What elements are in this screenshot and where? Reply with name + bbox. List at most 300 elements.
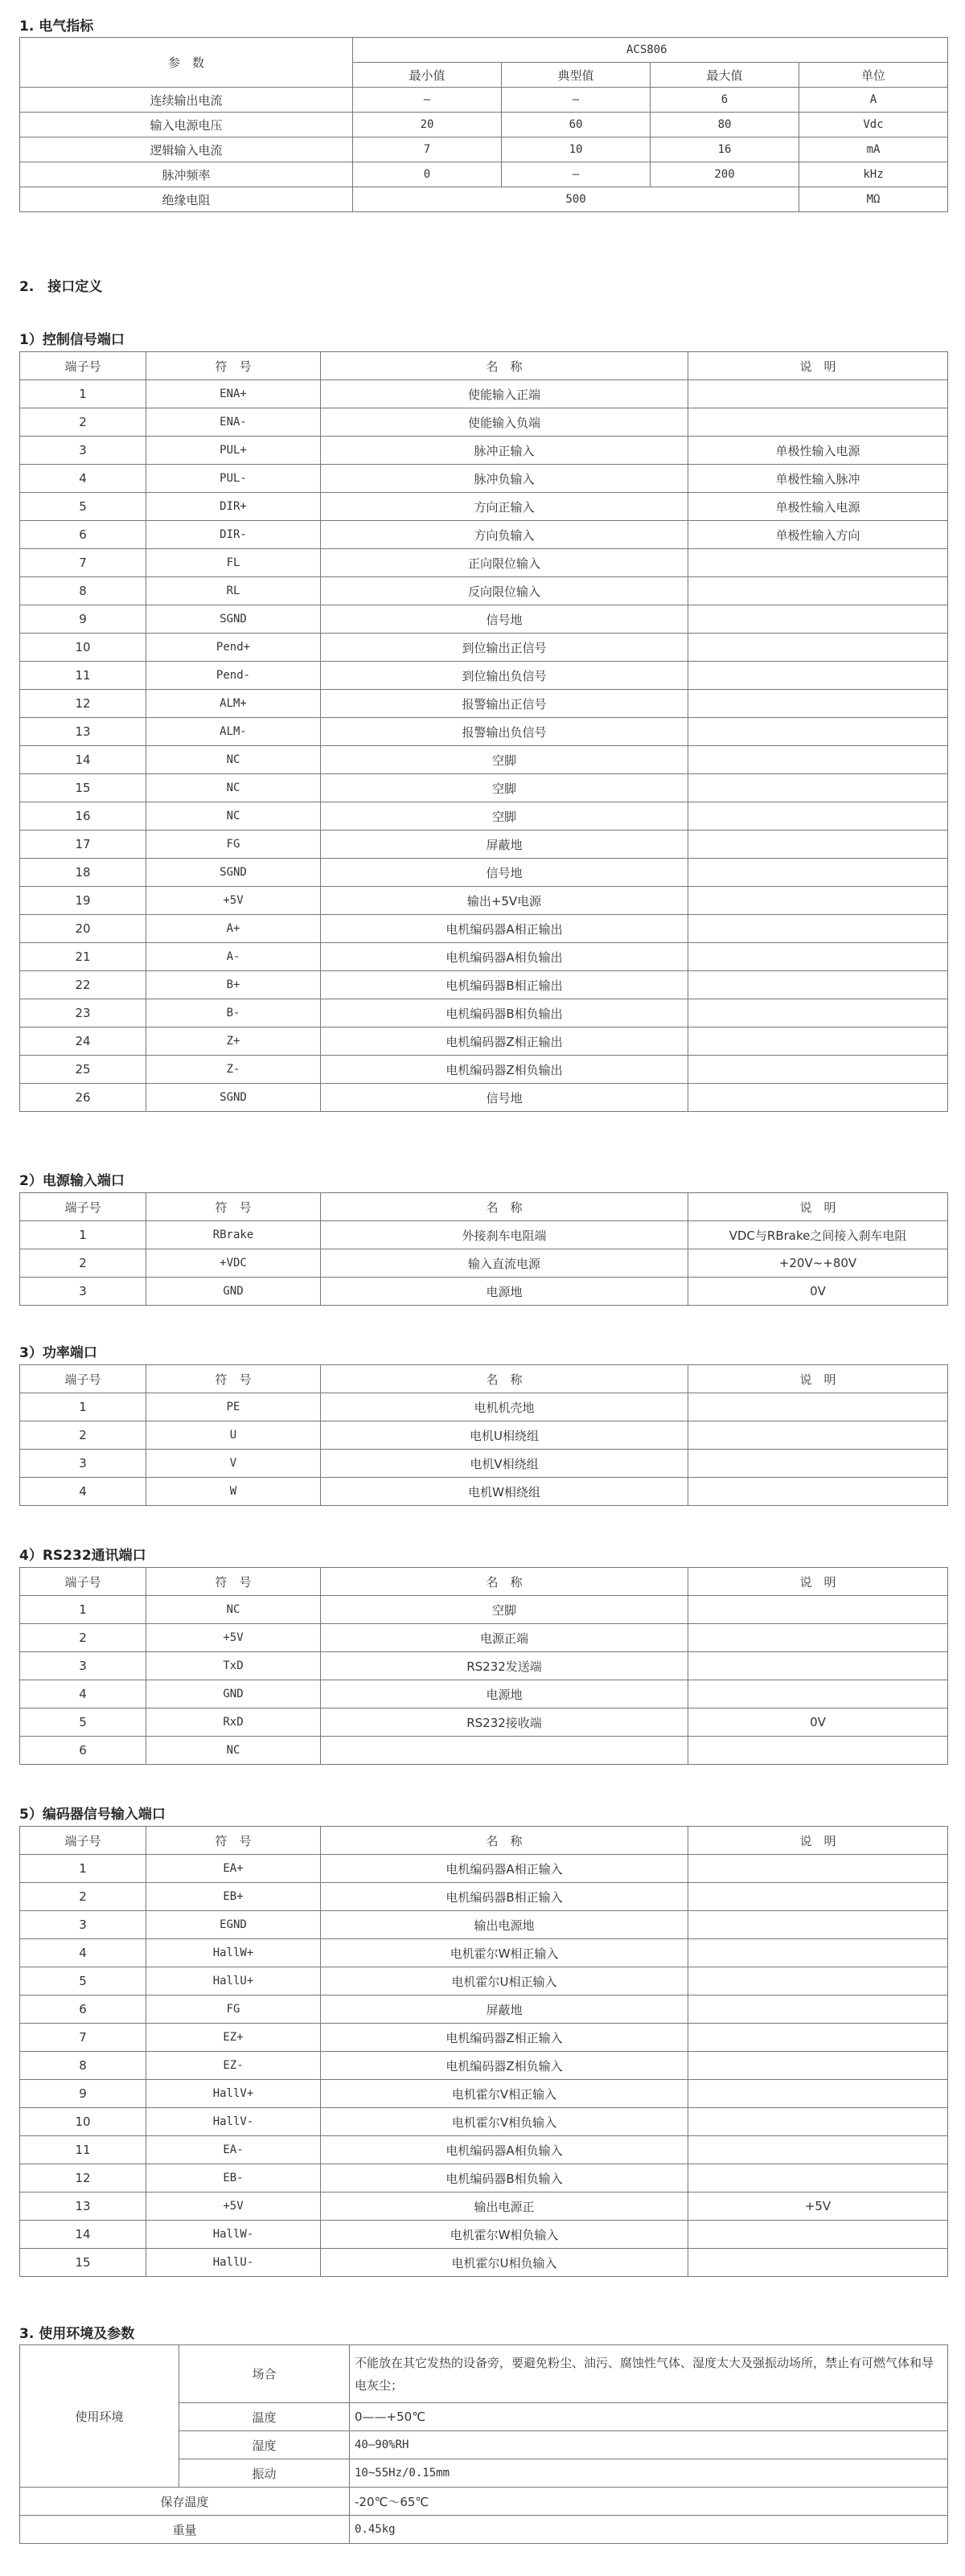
cell-symbol: SGND [146,1084,321,1112]
cell-name: 屏蔽地 [321,831,688,859]
cell-name: 输入直流电源 [321,1249,688,1278]
table-row [20,1056,948,1084]
cell-desc [688,1996,948,2024]
table-row [20,1624,948,1652]
table-row [20,1855,948,1883]
cell-name: 电源正端 [321,1624,688,1652]
weight-row: 重量 0.45kg [20,2516,948,2544]
table-row [20,1028,948,1056]
header-symbol: 符 号 [146,1827,321,1855]
electrical-cell-unit: A [799,88,948,113]
cell-desc [688,2164,948,2192]
cell-symbol: DIR+ [146,493,321,521]
cell-name: 电机霍尔U相正输入 [321,1967,688,1996]
table-header-row [20,1365,948,1393]
cell-desc [688,2249,948,2277]
env-row: 温度 0——+50℃ [20,2403,948,2431]
cell-symbol: EZ+ [146,2024,321,2052]
cell-symbol: NC [146,802,321,831]
table-row [20,1450,948,1478]
cell-desc [688,1680,948,1708]
header-desc: 说 明 [688,1365,948,1393]
cell-desc [688,1911,948,1939]
cell-name: 电机霍尔V相正输入 [321,2080,688,2108]
cell-desc: 单极性输入方向 [688,521,948,549]
table-row [20,887,948,915]
cell-pin: 14 [20,746,146,774]
cell-desc [688,999,948,1028]
electrical-cell-name: 输入电源电压 [20,113,353,137]
cell-symbol: Pend+ [146,634,321,662]
cell-desc [688,2136,948,2164]
cell-name: 反向限位输入 [321,577,688,605]
cell-desc [688,408,948,437]
electrical-row [20,113,948,137]
cell-name: 电机编码器B相正输入 [321,1883,688,1911]
header-symbol: 符 号 [146,1365,321,1393]
cell-desc [688,2080,948,2108]
cell-pin: 13 [20,2192,146,2221]
cell-pin: 7 [20,2024,146,2052]
cell-name: 电机霍尔V相负输入 [321,2108,688,2136]
env-group-label: 使用环境 [20,2345,179,2488]
cell-desc [688,1596,948,1624]
cell-pin: 25 [20,1056,146,1084]
cell-name: 电机编码器Z相负输出 [321,1056,688,1084]
cell-pin: 21 [20,943,146,971]
table-row [20,1911,948,1939]
table-row [20,718,948,746]
power-input-port-title: 2）电源输入端口 [19,1173,125,1189]
col-max: 最大值 [651,63,799,88]
table-row [20,2024,948,2052]
power-port-title: 3）功率端口 [19,1345,97,1361]
cell-desc [688,1652,948,1680]
table-header-row [20,1827,948,1855]
cell-pin: 6 [20,1996,146,2024]
electrical-cell-unit: kHz [799,162,948,187]
cell-symbol: B- [146,999,321,1028]
env-row: 湿度 40—90%RH [20,2431,948,2459]
cell-symbol: NC [146,1737,321,1765]
table-row [20,549,948,577]
cell-symbol: DIR- [146,521,321,549]
cell-desc [688,2221,948,2249]
cell-pin: 1 [20,1393,146,1421]
cell-desc: 0V [688,1278,948,1306]
table-row [20,1996,948,2024]
cell-symbol: A+ [146,915,321,943]
cell-pin: 4 [20,1939,146,1967]
table-row [20,1478,948,1506]
cell-symbol: GND [146,1680,321,1708]
electrical-cell-name: 逻辑输入电流 [20,137,353,162]
cell-desc [688,718,948,746]
table-row [20,1278,948,1306]
cell-symbol: Pend- [146,662,321,690]
cell-desc [688,1084,948,1112]
electrical-cell-min: 0 [353,162,502,187]
cell-symbol: FG [146,831,321,859]
cell-name: 屏蔽地 [321,1996,688,2024]
cell-pin: 9 [20,605,146,634]
cell-symbol: U [146,1421,321,1450]
cell-name: 空脚 [321,774,688,802]
cell-symbol: HallV- [146,2108,321,2136]
cell-desc [688,1421,948,1450]
cell-symbol: HallU- [146,2249,321,2277]
cell-pin: 2 [20,1421,146,1450]
cell-desc [688,549,948,577]
cell-symbol: EZ- [146,2052,321,2080]
cell-desc [688,1855,948,1883]
cell-name: 脉冲负输入 [321,465,688,493]
electrical-cell-max: 16 [651,137,799,162]
cell-name: 信号地 [321,605,688,634]
cell-name: 方向正输入 [321,493,688,521]
cell-pin: 14 [20,2221,146,2249]
cell-pin: 1 [20,1855,146,1883]
cell-pin: 2 [20,1624,146,1652]
header-symbol: 符 号 [146,1568,321,1596]
electrical-cell-typ: 60 [502,113,651,137]
cell-name: 电机编码器Z相正输出 [321,1028,688,1056]
cell-name: 信号地 [321,1084,688,1112]
table-row [20,634,948,662]
header-name: 名 称 [321,1568,688,1596]
table-row [20,662,948,690]
header-desc: 说 明 [688,352,948,380]
section-electrical-title: 1. 电气指标 [19,18,94,35]
cell-symbol: TxD [146,1652,321,1680]
cell-desc [688,2024,948,2052]
cell-pin: 1 [20,1596,146,1624]
cell-name: 脉冲正输入 [321,437,688,465]
cell-symbol: RBrake [146,1221,321,1249]
header-desc: 说 明 [688,1568,948,1596]
cell-pin: 9 [20,2080,146,2108]
table-row [20,2136,948,2164]
power-port-table [19,1364,948,1506]
cell-name: 空脚 [321,1596,688,1624]
table-row [20,746,948,774]
cell-desc [688,1478,948,1506]
header-pin: 端子号 [20,1365,146,1393]
cell-desc [688,1393,948,1421]
cell-name: 外接刹车电阻端 [321,1221,688,1249]
cell-pin: 3 [20,437,146,465]
cell-pin: 19 [20,887,146,915]
cell-pin: 5 [20,493,146,521]
cell-pin: 2 [20,1883,146,1911]
electrical-cell-min: 7 [353,137,502,162]
cell-name: 电机霍尔W相正输入 [321,1939,688,1967]
table-row [20,1249,948,1278]
electrical-cell-unit: Vdc [799,113,948,137]
table-row [20,1596,948,1624]
cell-pin: 20 [20,915,146,943]
cell-name: 输出电源正 [321,2192,688,2221]
col-typ: 典型值 [502,63,651,88]
table-row [20,2052,948,2080]
table-row [20,915,948,943]
cell-symbol: RL [146,577,321,605]
cell-desc [688,690,948,718]
table-header-row [20,1568,948,1596]
cell-pin: 15 [20,774,146,802]
cell-symbol: EA- [146,2136,321,2164]
header-name: 名 称 [321,352,688,380]
cell-name [321,1737,688,1765]
table-row [20,1652,948,1680]
cell-desc [688,634,948,662]
cell-pin: 12 [20,2164,146,2192]
cell-pin: 7 [20,549,146,577]
header-desc: 说 明 [688,1193,948,1221]
cell-symbol: Z- [146,1056,321,1084]
cell-desc: +20V~+80V [688,1249,948,1278]
table-row [20,605,948,634]
cell-desc [688,2108,948,2136]
cell-desc [688,662,948,690]
cell-name: 电机V相绕组 [321,1450,688,1478]
cell-symbol: V [146,1450,321,1478]
table-row [20,437,948,465]
cell-symbol: NC [146,746,321,774]
cell-symbol: +5V [146,2192,321,2221]
col-min: 最小值 [353,63,502,88]
cell-pin: 11 [20,2136,146,2164]
cell-pin: 26 [20,1084,146,1112]
cell-name: 电机编码器Z相负输入 [321,2052,688,2080]
cell-symbol: EGND [146,1911,321,1939]
cell-name: RS232接收端 [321,1708,688,1737]
cell-pin: 1 [20,380,146,408]
table-header-row [20,352,948,380]
cell-symbol: HallW+ [146,1939,321,1967]
section-interface-title: 2. 接口定义 [19,279,103,295]
section-environment-title: 3. 使用环境及参数 [19,2326,135,2342]
table-row [20,1221,948,1249]
cell-pin: 23 [20,999,146,1028]
cell-symbol: Z+ [146,1028,321,1056]
cell-name: 电机机壳地 [321,1393,688,1421]
electrical-cell-typ: 10 [502,137,651,162]
cell-name: RS232发送端 [321,1652,688,1680]
cell-desc [688,971,948,999]
cell-symbol: PUL- [146,465,321,493]
table-row [20,2221,948,2249]
cell-symbol: SGND [146,859,321,887]
table-row [20,1680,948,1708]
cell-name: 信号地 [321,859,688,887]
cell-desc [688,1624,948,1652]
cell-pin: 8 [20,577,146,605]
cell-symbol: ENA+ [146,380,321,408]
header-pin: 端子号 [20,1568,146,1596]
cell-pin: 2 [20,408,146,437]
cell-symbol: +5V [146,887,321,915]
table-row [20,1421,948,1450]
cell-desc [688,1056,948,1084]
table-row [20,380,948,408]
header-name: 名 称 [321,1827,688,1855]
encoder-port-table [19,1826,948,2277]
cell-desc: 单极性输入电源 [688,437,948,465]
model-header: ACS806 [353,38,948,63]
cell-pin: 10 [20,2108,146,2136]
cell-pin: 3 [20,1278,146,1306]
table-row [20,1708,948,1737]
electrical-row [20,162,948,187]
cell-name: 电机霍尔U相负输入 [321,2249,688,2277]
cell-pin: 15 [20,2249,146,2277]
cell-name: 使能输入正端 [321,380,688,408]
cell-desc [688,2052,948,2080]
electrical-row [20,137,948,162]
cell-symbol: RxD [146,1708,321,1737]
cell-pin: 6 [20,521,146,549]
env-row: 振动 10~55Hz/0.15mm [20,2459,948,2488]
cell-pin: 4 [20,1680,146,1708]
table-row [20,465,948,493]
cell-symbol: ENA- [146,408,321,437]
cell-name: 到位输出正信号 [321,634,688,662]
cell-desc: +5V [688,2192,948,2221]
cell-pin: 6 [20,1737,146,1765]
cell-desc: 0V [688,1708,948,1737]
cell-desc [688,943,948,971]
cell-desc [688,1939,948,1967]
cell-pin: 4 [20,465,146,493]
cell-name: 报警输出负信号 [321,718,688,746]
table-row [20,521,948,549]
cell-desc [688,1967,948,1996]
cell-desc [688,577,948,605]
table-row [20,1939,948,1967]
cell-name: 电机编码器B相正输出 [321,971,688,999]
cell-name: 电源地 [321,1278,688,1306]
cell-pin: 10 [20,634,146,662]
cell-name: 电机编码器Z相正输入 [321,2024,688,2052]
cell-symbol: EB+ [146,1883,321,1911]
cell-desc [688,831,948,859]
cell-pin: 17 [20,831,146,859]
table-row [20,577,948,605]
table-row [20,690,948,718]
cell-pin: 16 [20,802,146,831]
cell-desc [688,746,948,774]
cell-name: 报警输出正信号 [321,690,688,718]
cell-name: 电机W相绕组 [321,1478,688,1506]
table-row [20,1967,948,1996]
table-row [20,2249,948,2277]
cell-symbol: EA+ [146,1855,321,1883]
col-unit: 单位 [799,63,948,88]
rs232-port-title: 4）RS232通讯端口 [19,1548,146,1564]
cell-name: 电机编码器A相正输入 [321,1855,688,1883]
electrical-cell-max: 6 [651,88,799,113]
storage-temp-row: 保存温度 -20℃～65℃ [20,2488,948,2516]
cell-desc: VDC与RBrake之间接入刹车电阻 [688,1221,948,1249]
table-row [20,1883,948,1911]
electrical-cell-min: – [353,88,502,113]
control-port-title: 1）控制信号端口 [19,332,125,348]
table-row [20,1393,948,1421]
cell-name: 电机编码器A相正输出 [321,915,688,943]
table-row [20,774,948,802]
cell-pin: 24 [20,1028,146,1056]
table-row [20,831,948,859]
cell-desc [688,1883,948,1911]
cell-symbol: HallU+ [146,1967,321,1996]
header-name: 名 称 [321,1365,688,1393]
cell-symbol: FG [146,1996,321,2024]
cell-symbol: PUL+ [146,437,321,465]
cell-name: 电机编码器B相负输出 [321,999,688,1028]
cell-pin: 3 [20,1450,146,1478]
table-row [20,493,948,521]
electrical-cell-name: 连续输出电流 [20,88,353,113]
cell-name: 电机编码器A相负输入 [321,2136,688,2164]
cell-desc [688,774,948,802]
cell-name: 电机U相绕组 [321,1421,688,1450]
cell-pin: 5 [20,1967,146,1996]
cell-symbol: FL [146,549,321,577]
cell-symbol: ALM+ [146,690,321,718]
encoder-port-title: 5）编码器信号输入端口 [19,1807,166,1823]
environment-table [19,2344,948,2544]
cell-name: 空脚 [321,802,688,831]
cell-desc [688,915,948,943]
cell-symbol: NC [146,774,321,802]
electrical-cell-max: 80 [651,113,799,137]
header-name: 名 称 [321,1193,688,1221]
cell-symbol: +VDC [146,1249,321,1278]
cell-symbol: PE [146,1393,321,1421]
cell-desc [688,887,948,915]
cell-name: 输出+5V电源 [321,887,688,915]
cell-desc [688,1028,948,1056]
cell-pin: 22 [20,971,146,999]
cell-name: 输出电源地 [321,1911,688,1939]
electrical-spec-table [19,37,948,212]
cell-desc [688,1737,948,1765]
table-row [20,2108,948,2136]
cell-name: 使能输入负端 [321,408,688,437]
cell-name: 空脚 [321,746,688,774]
cell-name: 电机编码器A相负输出 [321,943,688,971]
cell-desc: 单极性输入电源 [688,493,948,521]
cell-desc [688,802,948,831]
cell-name: 电源地 [321,1680,688,1708]
cell-name: 电机霍尔W相负输入 [321,2221,688,2249]
control-port-table [19,351,948,1112]
table-row [20,999,948,1028]
table-row [20,859,948,887]
cell-symbol: A- [146,943,321,971]
cell-pin: 3 [20,1652,146,1680]
table-row [20,802,948,831]
table-row [20,2164,948,2192]
cell-name: 方向负输入 [321,521,688,549]
table-header-row [20,1193,948,1221]
cell-pin: 1 [20,1221,146,1249]
insulation-row: 绝缘电阻 500 MΩ [20,187,948,212]
cell-symbol: GND [146,1278,321,1306]
cell-symbol: HallV+ [146,2080,321,2108]
header-pin: 端子号 [20,1827,146,1855]
